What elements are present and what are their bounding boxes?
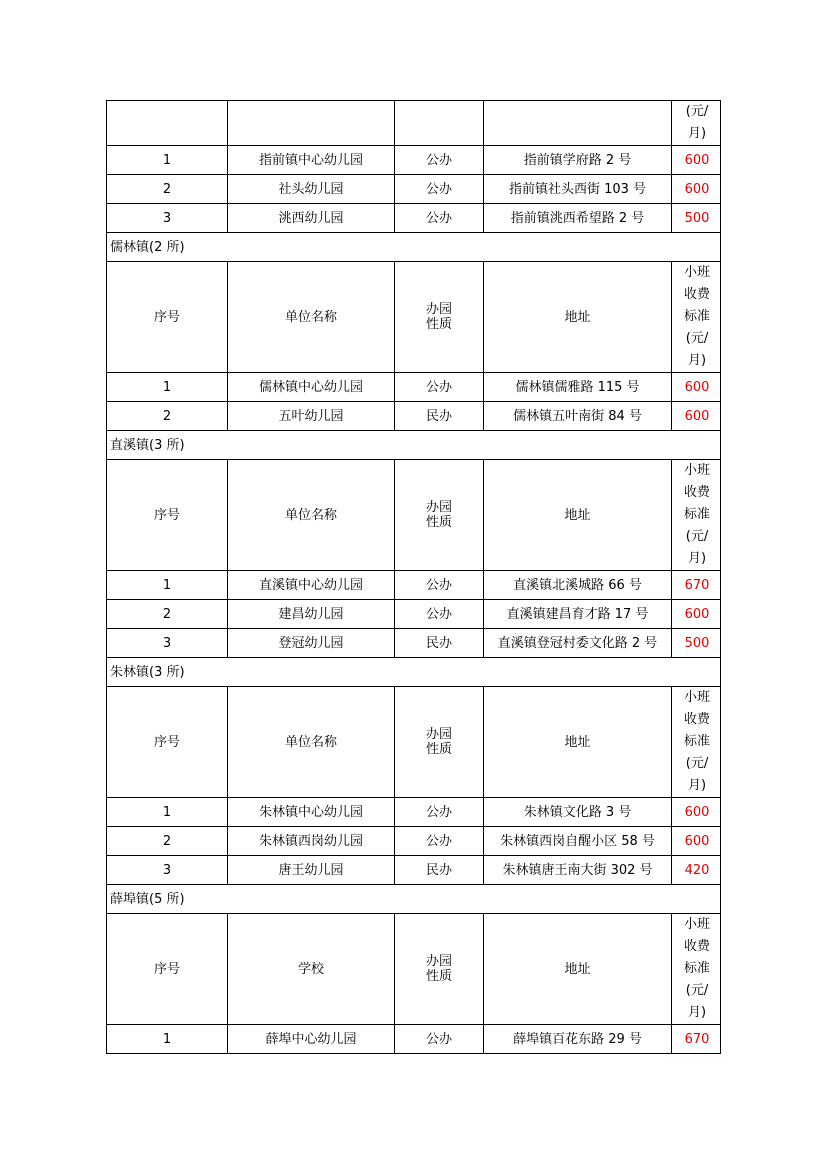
section-title-row (107, 658, 721, 687)
section-title: 朱林镇(3 所) (107, 658, 721, 687)
nature-cell: 民办 (395, 856, 484, 885)
school-header: 学校 (228, 914, 395, 1025)
header-row (107, 262, 721, 373)
address-cell: 薛埠镇百花东路 29 号 (484, 1025, 672, 1054)
table-row (107, 856, 721, 885)
address-cell: 朱林镇唐王南大街 302 号 (484, 856, 672, 885)
address-cell: 朱林镇文化路 3 号 (484, 798, 672, 827)
table-row (107, 827, 721, 856)
fee-header: 小班 收费 标准 (元/ 月) (672, 914, 721, 1025)
table-row (107, 600, 721, 629)
seq-cell: 1 (107, 373, 228, 402)
seq-header: 序号 (107, 262, 228, 373)
name-header: 单位名称 (228, 262, 395, 373)
seq-cell: 1 (107, 798, 228, 827)
name-cell: 建昌幼儿园 (228, 600, 395, 629)
nature-cell: 公办 (395, 175, 484, 204)
header-row (107, 687, 721, 798)
fee-cell: 600 (672, 798, 721, 827)
seq-cell: 2 (107, 600, 228, 629)
nature-cell: 公办 (395, 373, 484, 402)
fee-header: 小班 收费 标准 (元/ 月) (672, 262, 721, 373)
table-row (107, 629, 721, 658)
address-cell: 儒林镇五叶南街 84 号 (484, 402, 672, 431)
address-cell: 直溪镇北溪城路 66 号 (484, 571, 672, 600)
name-cell: 社头幼儿园 (228, 175, 395, 204)
seq-cell: 3 (107, 204, 228, 233)
fee-cell: 600 (672, 827, 721, 856)
name-cell: 儒林镇中心幼儿园 (228, 373, 395, 402)
header-row (107, 460, 721, 571)
seq-cell: 1 (107, 146, 228, 175)
seq-cell: 2 (107, 175, 228, 204)
nature-header: 办园 性质 (395, 460, 484, 571)
nature-cell: 民办 (395, 629, 484, 658)
table-row (107, 571, 721, 600)
nature-header: 办园 性质 (395, 687, 484, 798)
name-cell: 洮西幼儿园 (228, 204, 395, 233)
seq-cell: 1 (107, 571, 228, 600)
name-cell: 五叶幼儿园 (228, 402, 395, 431)
fee-cell: 500 (672, 629, 721, 658)
address-header: 地址 (484, 687, 672, 798)
seq-header: 序号 (107, 687, 228, 798)
kindergarten-fee-table (106, 100, 721, 1054)
table-row (107, 204, 721, 233)
name-header: 单位名称 (228, 460, 395, 571)
address-header: 地址 (484, 914, 672, 1025)
nature-cell: 公办 (395, 1025, 484, 1054)
section-title: 直溪镇(3 所) (107, 431, 721, 460)
seq-cell: 2 (107, 402, 228, 431)
section-title: 薛埠镇(5 所) (107, 885, 721, 914)
name-cell: 薛埠中心幼儿园 (228, 1025, 395, 1054)
name-header: 单位名称 (228, 687, 395, 798)
fee-cell: 670 (672, 1025, 721, 1054)
table-row (107, 402, 721, 431)
table-row (107, 373, 721, 402)
fee-cell: 670 (672, 571, 721, 600)
name-cell: 朱林镇西岗幼儿园 (228, 827, 395, 856)
fee-header: 小班 收费 标准 (元/ 月) (672, 460, 721, 571)
nature-cell: 公办 (395, 204, 484, 233)
nature-cell: 公办 (395, 146, 484, 175)
seq-cell: 1 (107, 1025, 228, 1054)
section-title: 儒林镇(2 所) (107, 233, 721, 262)
section-title-row (107, 885, 721, 914)
fee-header-tail: (元/ 月) (672, 101, 721, 146)
section-title-row (107, 233, 721, 262)
name-cell: 朱林镇中心幼儿园 (228, 798, 395, 827)
fee-cell: 600 (672, 600, 721, 629)
section-title-row (107, 431, 721, 460)
fee-cell: 500 (672, 204, 721, 233)
name-cell: 唐王幼儿园 (228, 856, 395, 885)
fee-cell: 420 (672, 856, 721, 885)
table-row (107, 798, 721, 827)
nature-cell: 民办 (395, 402, 484, 431)
address-cell: 直溪镇建昌育才路 17 号 (484, 600, 672, 629)
nature-cell: 公办 (395, 827, 484, 856)
name-cell: 指前镇中心幼儿园 (228, 146, 395, 175)
address-cell: 指前镇学府路 2 号 (484, 146, 672, 175)
nature-cell: 公办 (395, 600, 484, 629)
fee-header: 小班 收费 标准 (元/ 月) (672, 687, 721, 798)
address-cell: 指前镇社头西街 103 号 (484, 175, 672, 204)
address-cell: 指前镇洮西希望路 2 号 (484, 204, 672, 233)
seq-cell: 3 (107, 629, 228, 658)
seq-cell: 2 (107, 827, 228, 856)
nature-cell: 公办 (395, 798, 484, 827)
address-header: 地址 (484, 262, 672, 373)
name-cell: 登冠幼儿园 (228, 629, 395, 658)
continued-header-row (107, 101, 721, 146)
table-row (107, 1025, 721, 1054)
fee-cell: 600 (672, 175, 721, 204)
nature-header: 办园 性质 (395, 262, 484, 373)
nature-header: 办园 性质 (395, 914, 484, 1025)
table-row (107, 146, 721, 175)
address-cell: 朱林镇西岗自醒小区 58 号 (484, 827, 672, 856)
address-cell: 儒林镇儒雅路 115 号 (484, 373, 672, 402)
table-row (107, 175, 721, 204)
header-row (107, 914, 721, 1025)
seq-cell: 3 (107, 856, 228, 885)
fee-cell: 600 (672, 373, 721, 402)
name-cell: 直溪镇中心幼儿园 (228, 571, 395, 600)
fee-cell: 600 (672, 402, 721, 431)
fee-cell: 600 (672, 146, 721, 175)
address-header: 地址 (484, 460, 672, 571)
seq-header: 序号 (107, 914, 228, 1025)
seq-header: 序号 (107, 460, 228, 571)
address-cell: 直溪镇登冠村委文化路 2 号 (484, 629, 672, 658)
nature-cell: 公办 (395, 571, 484, 600)
